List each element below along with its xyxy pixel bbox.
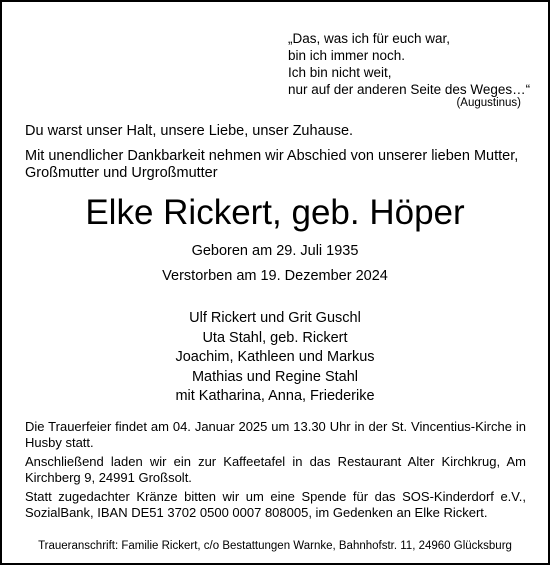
life-dates bbox=[2, 243, 548, 285]
deceased-name: Elke Rickert, geb. Höper bbox=[85, 193, 465, 232]
funeral-paragraph: Die Trauerfeier findet am 04. Januar 2025 um 13.30 Uhr in der St. Vincentius-Kirche in Husby statt. bbox=[25, 419, 526, 450]
quote-line: nur auf der anderen Seite des Weges…“ bbox=[288, 82, 531, 97]
quote-line: Ich bin nicht weit, bbox=[288, 65, 392, 80]
funeral-info bbox=[25, 419, 526, 520]
intro-line: Mit unendlicher Dankbarkeit nehmen wir Abschied von unserer lieben Mutter, Großmutter und Urgroßmutter bbox=[25, 147, 519, 181]
coffee-paragraph: Anschließend laden wir ein zur Kaffeetafel in das Restaurant Alter Kirchkrug, Am Kirchberg 9, 24991 Großsolt. bbox=[25, 454, 526, 485]
intro-line: Du warst unser Halt, unsere Liebe, unser Zuhause. bbox=[25, 123, 354, 139]
family-member: Uta Stahl, geb. Rickert bbox=[202, 329, 348, 346]
birth-date: Geboren am 29. Juli 1935 bbox=[191, 243, 359, 259]
death-date: Verstorben am 19. Dezember 2024 bbox=[162, 268, 388, 284]
family-member: mit Katharina, Anna, Friederike bbox=[175, 388, 375, 404]
mourning-address: Traueranschrift: Familie Rickert, c/o Bestattungen Warnke, Bahnhofstr. 11, 24960 Glücksburg bbox=[38, 540, 512, 552]
family-member: Ulf Rickert und Grit Guschl bbox=[189, 310, 361, 326]
quote-author: (Augustinus) bbox=[456, 97, 521, 109]
family-member: Joachim, Kathleen und Markus bbox=[175, 349, 375, 365]
quote-line: „Das, was ich für euch war, bbox=[288, 31, 451, 46]
donation-paragraph: Statt zugedachter Kränze bitten wir um eine Spende für das SOS-Kinderdorf e.V., SozialBank, IBAN DE51 3702 0500 0007 808005, im Gedenken an Elke Rickert. bbox=[25, 489, 526, 520]
intro-text bbox=[25, 123, 526, 183]
quote-line: bin ich immer noch. bbox=[288, 48, 406, 63]
family-list bbox=[2, 309, 548, 407]
family-member: Mathias und Regine Stahl bbox=[191, 368, 359, 385]
quote-block bbox=[288, 30, 530, 98]
